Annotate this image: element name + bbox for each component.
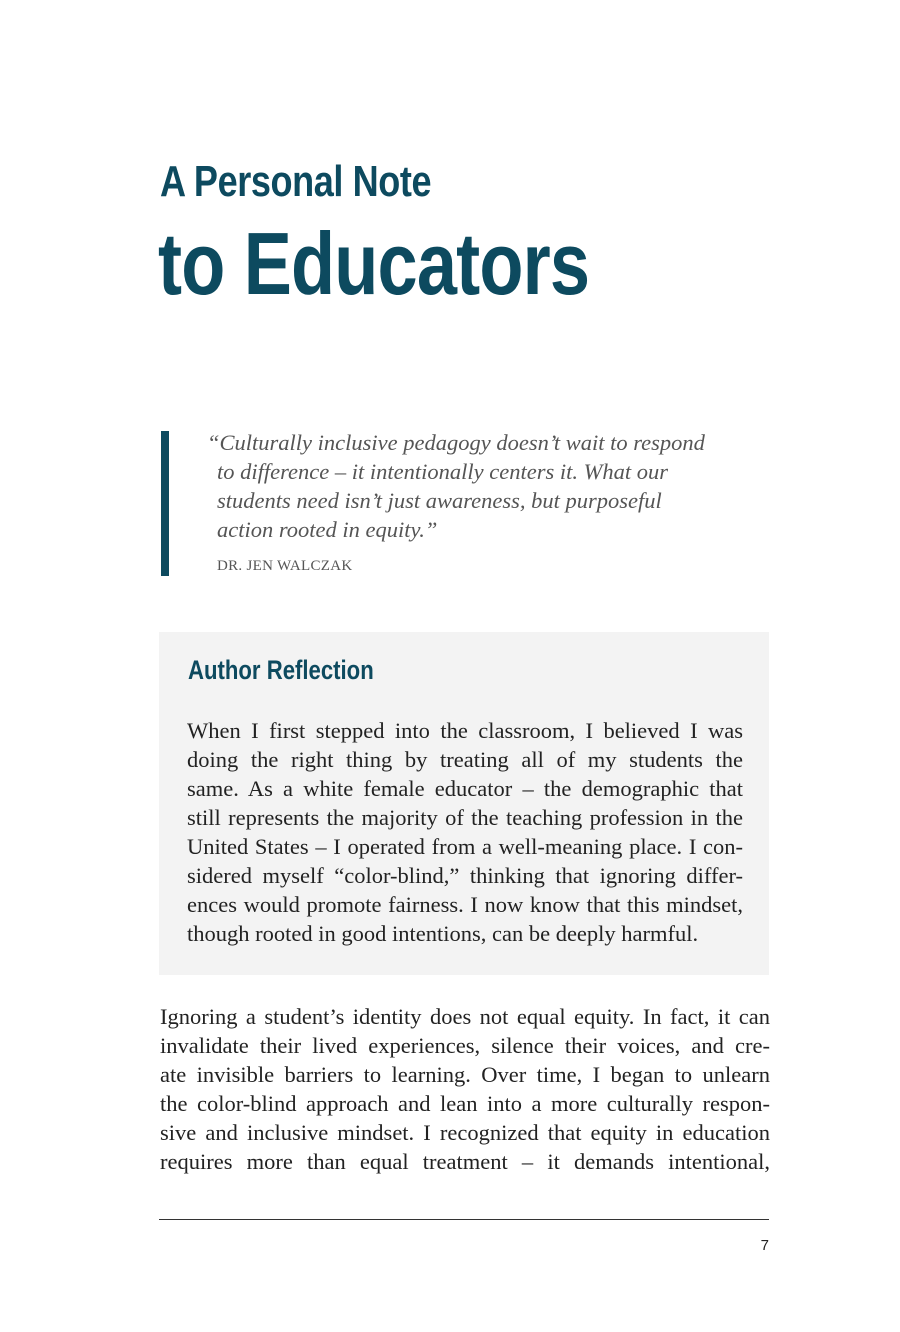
- author-reflection-box: [159, 632, 769, 975]
- reflection-line: United States – I operated from a well-meaning place. I con-: [187, 834, 743, 859]
- reflection-line: same. As a white female educator – the demographic that: [187, 776, 743, 801]
- reflection-line: sidered myself “color-blind,” thinking that ignoring differ-: [187, 863, 743, 888]
- quote-line: students need isn’t just awareness, but purposeful: [217, 488, 662, 513]
- reflection-line: still represents the majority of the teaching profession in the: [187, 805, 743, 830]
- reflection-line: ences would promote fairness. I now know that this mindset,: [187, 892, 743, 917]
- body-line: the color-blind approach and lean into a more culturally respon-: [160, 1091, 770, 1116]
- quote-text: [207, 428, 727, 544]
- body-line: invalidate their lived experiences, silence their voices, and cre-: [160, 1033, 770, 1058]
- body-line: requires more than equal treatment – it demands intentional,: [160, 1149, 770, 1174]
- quote-author: DR. JEN WALCZAK: [217, 558, 353, 574]
- reflection-title: Author Reflection: [188, 655, 374, 685]
- body-line: Ignoring a student’s identity does not equal equity. In fact, it can: [160, 1004, 770, 1029]
- quote-line: “Culturally inclusive pedagogy doesn’t wait to respond: [207, 430, 705, 455]
- page-number: 7: [760, 1237, 769, 1254]
- reflection-line: though rooted in good intentions, can be deeply harmful.: [187, 921, 699, 946]
- reflection-body: [187, 716, 743, 948]
- body-line: sive and inclusive mindset. I recognized that equity in education: [160, 1120, 770, 1145]
- quote-line: to difference – it intentionally centers it. What our: [217, 459, 668, 484]
- page-title-line-2: to Educators: [158, 214, 590, 313]
- body-line: ate invisible barriers to learning. Over time, I began to unlearn: [160, 1062, 770, 1087]
- page-title-line-1: A Personal Note: [160, 157, 432, 206]
- reflection-line: doing the right thing by treating all of my students the: [187, 747, 743, 772]
- pull-quote: [161, 431, 761, 576]
- body-paragraph: [160, 1002, 770, 1176]
- footer-divider: [159, 1219, 769, 1220]
- reflection-line: When I first stepped into the classroom, I believed I was: [187, 718, 743, 743]
- quote-line: action rooted in equity.”: [217, 517, 438, 542]
- quote-accent-bar: [161, 431, 169, 576]
